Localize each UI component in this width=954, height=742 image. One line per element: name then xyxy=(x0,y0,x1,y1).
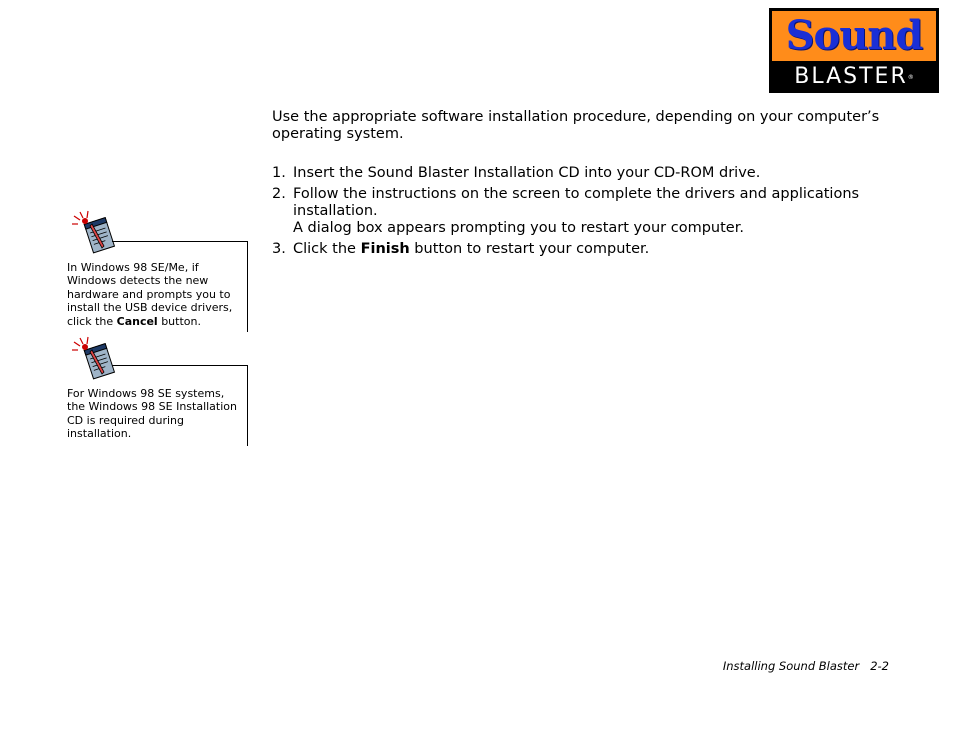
page-number: 2-2 xyxy=(870,659,889,673)
logo-sound-text: Sound xyxy=(785,12,923,59)
note-pad-icon xyxy=(70,336,118,380)
note-side-rule xyxy=(247,241,248,332)
note-text xyxy=(67,261,245,328)
side-note-usb-drivers xyxy=(66,210,248,332)
logo-registered-mark: ® xyxy=(907,73,914,81)
note-top-rule xyxy=(112,241,248,242)
page-footer xyxy=(700,659,889,673)
side-note-installation-cd xyxy=(66,336,248,446)
logo-sound-panel xyxy=(772,11,936,61)
note-text-post: button. xyxy=(157,314,201,328)
logo-blaster-text: BLASTER xyxy=(794,64,908,89)
step-subtext: A dialog box appears prompting you to restart your computer. xyxy=(293,220,744,236)
step-number: 2. xyxy=(272,186,286,202)
intro-paragraph: Use the appropriate software installation procedure, depending on your computer’s operating system. xyxy=(272,109,880,142)
cancel-button-label: Cancel xyxy=(116,314,158,328)
note-text-pre: In Windows 98 SE/Me, if Windows detects the new hardware and prompts you to install the USB device drivers, click the xyxy=(67,261,233,328)
logo-blaster-panel xyxy=(772,63,936,91)
step-text-pre: Click the xyxy=(293,241,361,257)
installation-steps xyxy=(272,165,897,262)
step-number: 1. xyxy=(272,165,286,181)
note-text: For Windows 98 SE systems, the Windows 98 SE Installation CD is required during installation. xyxy=(67,387,237,441)
note-side-rule xyxy=(247,365,248,446)
finish-button-label: Finish xyxy=(360,241,410,257)
step-item xyxy=(272,165,897,182)
step-item xyxy=(272,241,897,258)
sound-blaster-logo xyxy=(769,8,939,93)
step-text-post: button to restart your computer. xyxy=(409,241,650,257)
step-number: 3. xyxy=(272,241,286,257)
step-text: Insert the Sound Blaster Installation CD into your CD-ROM drive. xyxy=(293,165,761,181)
footer-title: Installing Sound Blaster xyxy=(722,659,860,673)
note-top-rule xyxy=(112,365,248,366)
step-text: Follow the instructions on the screen to complete the drivers and applications installation. xyxy=(293,186,860,219)
note-pad-icon xyxy=(70,210,118,254)
step-item xyxy=(272,186,897,237)
